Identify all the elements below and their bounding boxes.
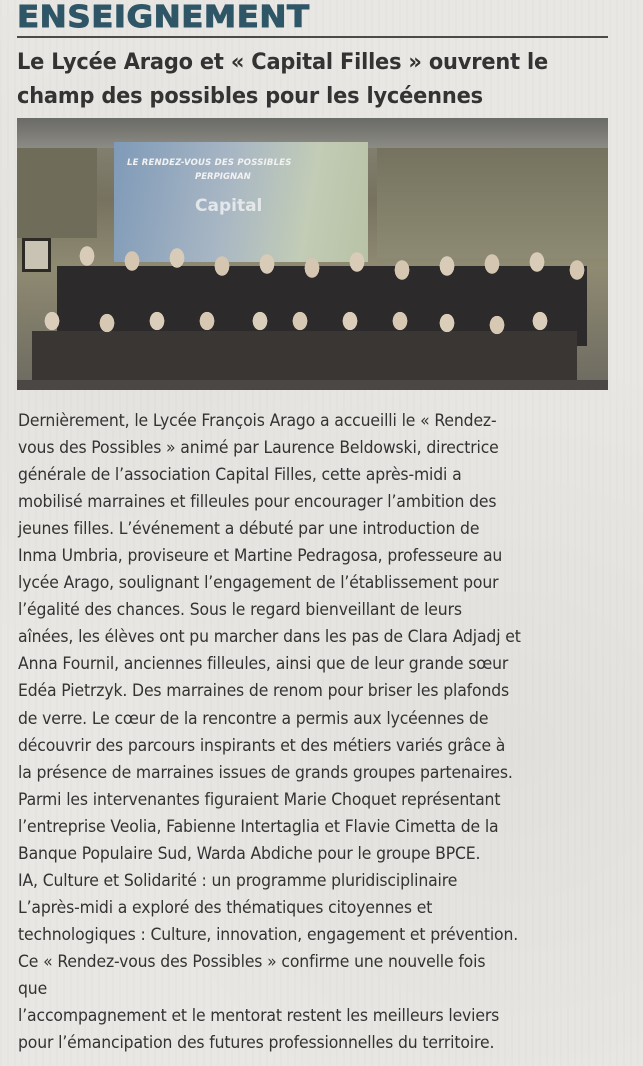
body-line: Ce « Rendez-vous des Possibles » confirme une nouvelle fois <box>18 951 486 972</box>
article-photo <box>17 118 608 390</box>
body-line: Inma Umbria, proviseure et Martine Pedragosa, professeure au <box>18 546 503 567</box>
wall-portrait-frame <box>22 238 51 272</box>
article-headline <box>17 45 575 113</box>
screen-logo: Capital <box>195 196 263 216</box>
body-line: Dernièrement, le Lycée François Arago a accueilli le « Rendez- <box>18 411 497 431</box>
article-body <box>18 408 577 1057</box>
body-line: l’égalité des chances. Sous le regard bienveillant de leurs <box>18 600 462 621</box>
photo-wall-left <box>17 148 97 238</box>
body-line: la présence de marraines issues de grands groupes partenaires. <box>18 762 513 783</box>
body-line: mobilisé marraines et filleules pour encourager l’ambition des <box>18 492 497 513</box>
screen-title: LE RENDEZ-VOUS DES POSSIBLES <box>127 158 292 168</box>
body-line: que <box>18 978 48 999</box>
subheading-line: IA, Culture et Solidarité : un programme pluridisciplinaire <box>18 870 458 891</box>
rubric-divider <box>17 36 608 38</box>
body-line: pour l’émancipation des futures professionnelles du territoire. <box>18 1033 495 1054</box>
body-line: Anna Fournil, anciennes filleules, ainsi que de leur grande sœur <box>18 654 509 675</box>
headline-line: champ des possibles pour les lycéennes <box>17 83 483 109</box>
body-line: l’entreprise Veolia, Fabienne Intertaglia et Flavie Cimetta de la <box>18 816 499 837</box>
body-line: jeunes filles. L’événement a débuté par une introduction de <box>18 519 480 540</box>
body-line: L’après-midi a exploré des thématiques citoyennes et <box>18 897 433 918</box>
body-line: technologiques : Culture, innovation, engagement et prévention. <box>18 924 519 945</box>
body-line: lycée Arago, soulignant l’engagement de l’établissement pour <box>18 573 499 594</box>
body-line: aînées, les élèves ont pu marcher dans les pas de Clara Adjadj et <box>18 627 521 648</box>
section-rubric: ENSEIGNEMENT <box>17 0 310 35</box>
body-line: Edéa Pietrzyk. Des marraines de renom pour briser les plafonds <box>18 681 510 702</box>
body-line: de verre. Le cœur de la rencontre a permis aux lycéennes de <box>18 708 489 729</box>
headline-line: Le Lycée Arago et « Capital Filles » ouvrent le <box>17 49 548 75</box>
seated-group <box>32 303 577 390</box>
photo-floor <box>17 380 608 390</box>
body-line: découvrir des parcours inspirants et des métiers variés grâce à <box>18 735 506 756</box>
screen-subtitle: PERPIGNAN <box>195 172 251 182</box>
body-line: l’accompagnement et le mentorat restent les meilleurs leviers <box>18 1006 500 1027</box>
body-line: générale de l’association Capital Filles, cette après-midi a <box>18 465 462 486</box>
body-line: Banque Populaire Sud, Warda Abdiche pour le groupe BPCE. <box>18 843 481 864</box>
body-line: Parmi les intervenantes figuraient Marie Choquet représentant <box>18 789 501 810</box>
body-line: vous des Possibles » animé par Laurence Beldowski, directrice <box>18 438 499 459</box>
